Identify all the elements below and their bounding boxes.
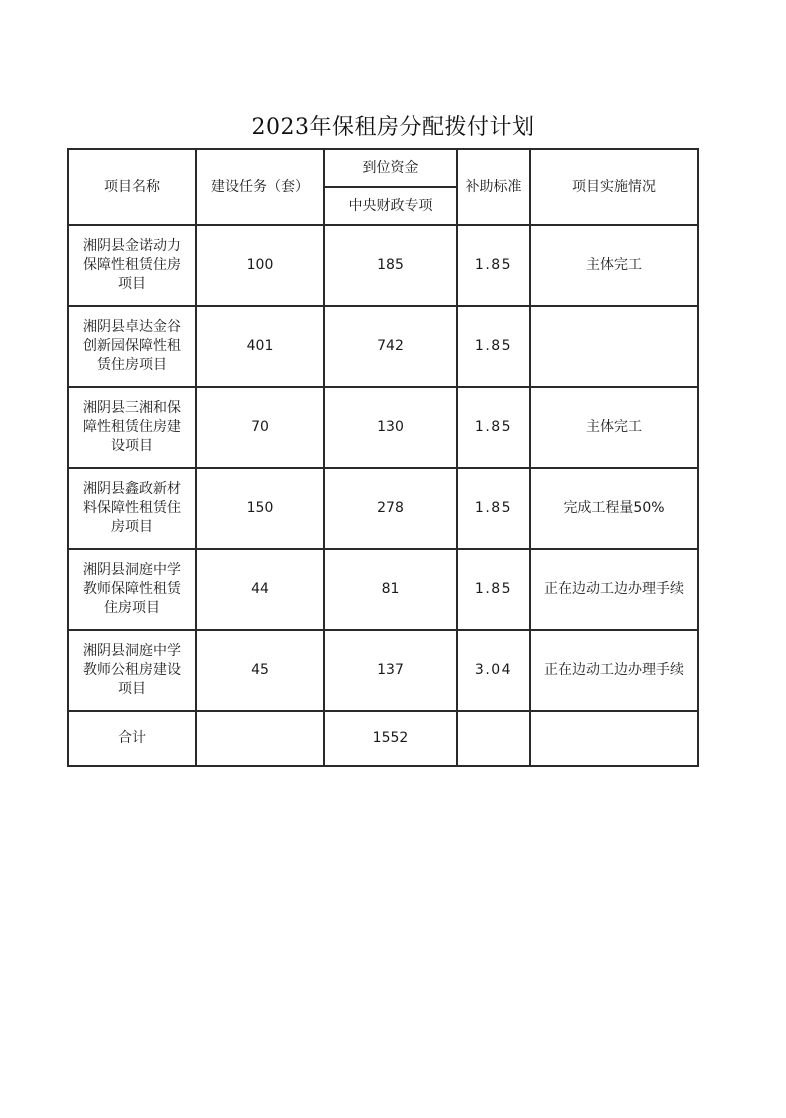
page-title: 2023年保租房分配拨付计划 <box>251 115 535 140</box>
subsidy-standard-cell: 3.04 <box>457 630 530 711</box>
project-name-cell: 湘阴县卓达金谷 创新园保障性租 赁住房项目 <box>68 306 196 387</box>
build-task-cell: 401 <box>196 306 324 387</box>
implementation-cell: 主体完工 <box>530 387 698 468</box>
implementation-cell: 主体完工 <box>530 225 698 306</box>
implementation-cell: 正在边动工边办理手续 <box>530 549 698 630</box>
table-row <box>68 468 698 549</box>
header-project-name: 项目名称 <box>68 149 196 225</box>
table-row <box>68 225 698 306</box>
central-fund-cell: 81 <box>324 549 457 630</box>
subsidy-standard-cell: 1.85 <box>457 468 530 549</box>
header-central-fund: 中央财政专项 <box>324 187 457 225</box>
subsidy-standard-cell: 1.85 <box>457 225 530 306</box>
table-row <box>68 306 698 387</box>
project-name-cell: 湘阴县鑫政新材 料保障性租赁住 房项目 <box>68 468 196 549</box>
central-fund-cell: 137 <box>324 630 457 711</box>
build-task-cell: 100 <box>196 225 324 306</box>
project-name-cell: 湘阴县洞庭中学 教师公租房建设 项目 <box>68 630 196 711</box>
allocation-plan-table <box>67 148 699 767</box>
project-name-cell: 湘阴县洞庭中学 教师保障性租赁 住房项目 <box>68 549 196 630</box>
total-central-fund-cell: 1552 <box>324 711 457 766</box>
header-subsidy-standard: 补助标准 <box>457 149 530 225</box>
central-fund-cell: 130 <box>324 387 457 468</box>
header-build-task: 建设任务（套） <box>196 149 324 225</box>
total-subsidy-standard-cell <box>457 711 530 766</box>
build-task-cell: 45 <box>196 630 324 711</box>
table-row <box>68 387 698 468</box>
project-name-cell: 湘阴县金诺动力 保障性租赁住房 项目 <box>68 225 196 306</box>
total-label: 合计 <box>68 711 196 766</box>
build-task-cell: 150 <box>196 468 324 549</box>
table-row <box>68 549 698 630</box>
project-name-cell: 湘阴县三湘和保 障性租赁住房建 设项目 <box>68 387 196 468</box>
total-row <box>68 711 698 766</box>
implementation-cell <box>530 306 698 387</box>
subsidy-standard-cell: 1.85 <box>457 549 530 630</box>
central-fund-cell: 742 <box>324 306 457 387</box>
central-fund-cell: 278 <box>324 468 457 549</box>
subsidy-standard-cell: 1.85 <box>457 306 530 387</box>
header-funds-received: 到位资金 <box>324 149 457 187</box>
table-header-row <box>68 149 698 187</box>
table-row <box>68 630 698 711</box>
subsidy-standard-cell: 1.85 <box>457 387 530 468</box>
implementation-cell: 正在边动工边办理手续 <box>530 630 698 711</box>
build-task-cell: 70 <box>196 387 324 468</box>
central-fund-cell: 185 <box>324 225 457 306</box>
build-task-cell: 44 <box>196 549 324 630</box>
total-build-task-cell <box>196 711 324 766</box>
header-implementation: 项目实施情况 <box>530 149 698 225</box>
implementation-cell: 完成工程量50% <box>530 468 698 549</box>
total-implementation-cell <box>530 711 698 766</box>
